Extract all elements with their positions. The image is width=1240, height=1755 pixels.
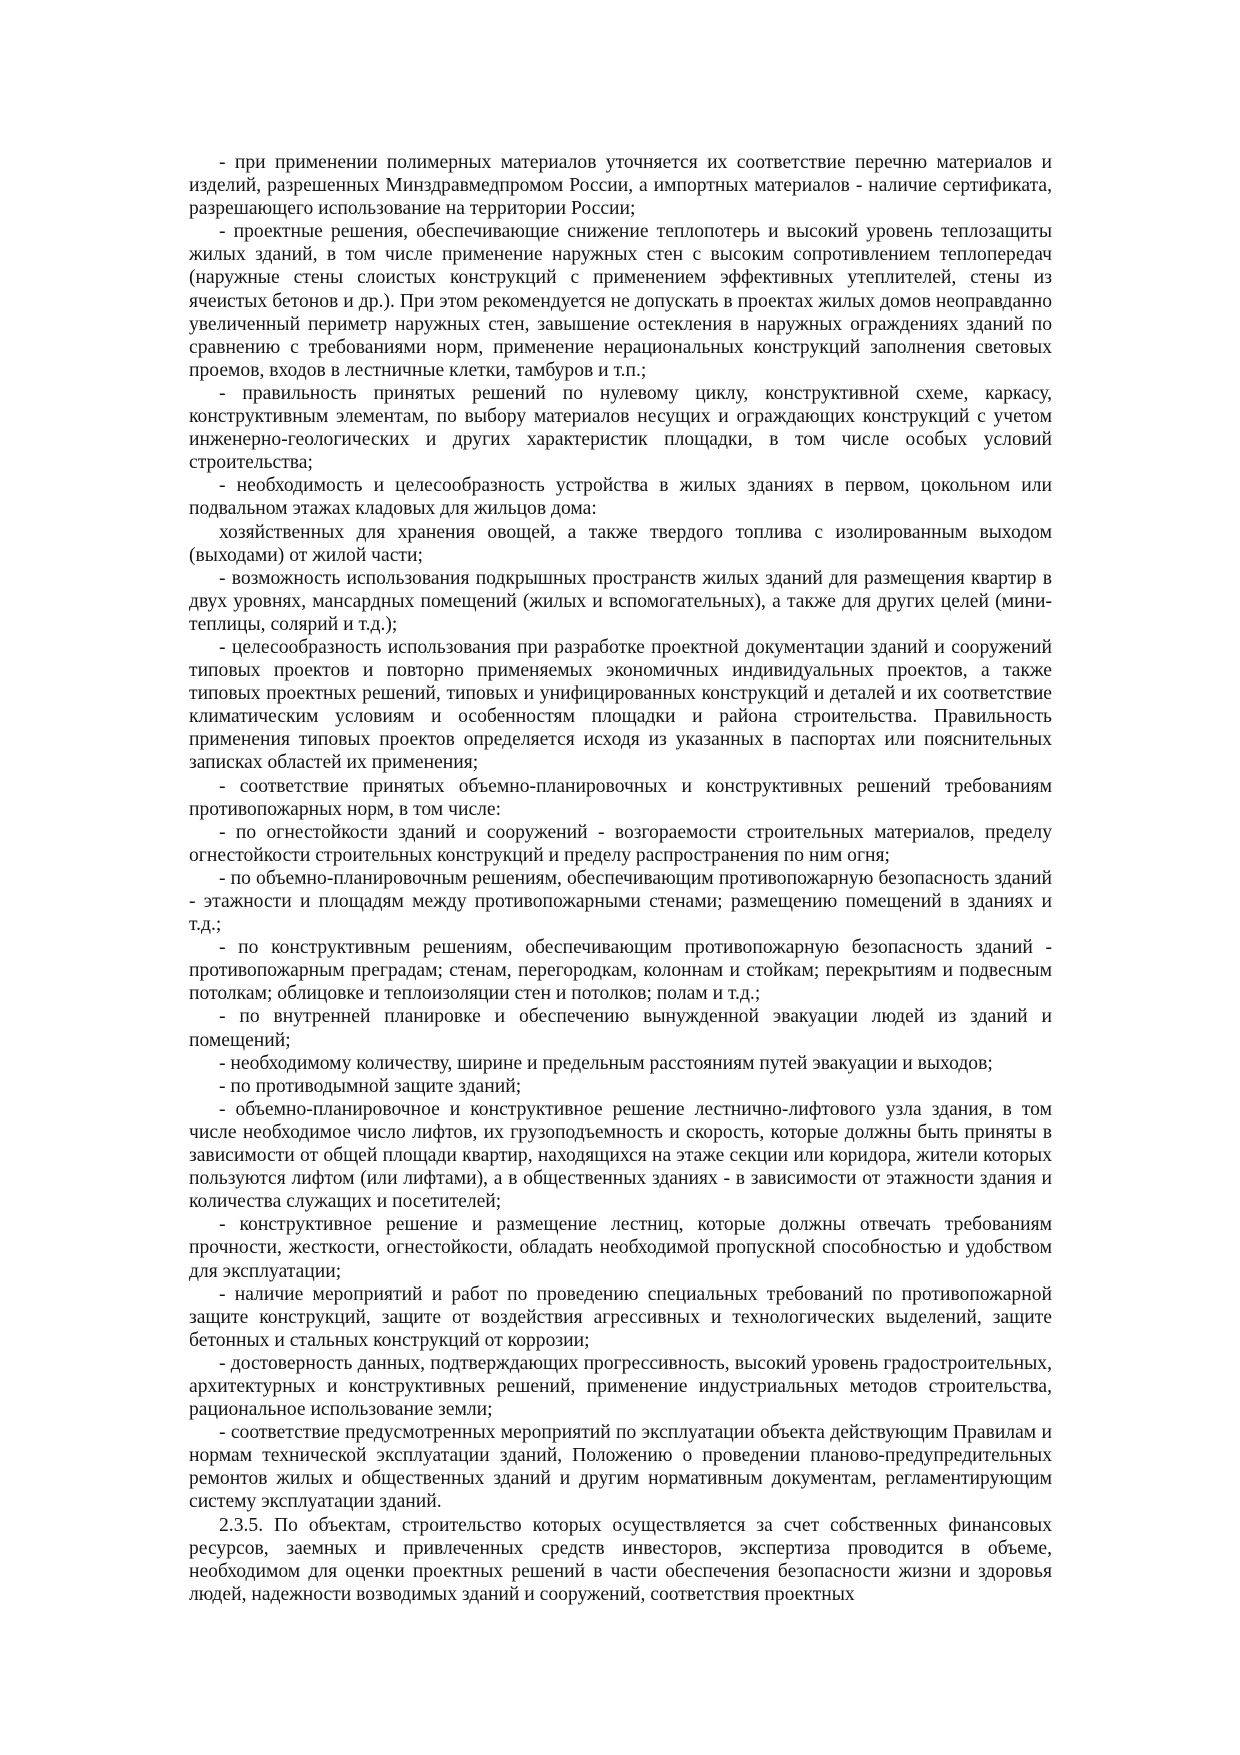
paragraph-standard-projects: - целесообразность использования при разработке проектной документации зданий и сооружений типовых проектов и повторно применяемых экономичных индивидуальных проектов, а также типовых проектных решений, типовых и унифицированных конструкций и деталей и их соответствие климатическим условиям и особенностям площадки и района строительства. Правильность применения типовых проектов определяется исходя из указанных в паспортах или пояснительных записках областей их применения; — [189, 636, 1052, 774]
paragraph-household-storage: хозяйственных для хранения овощей, а также твердого топлива с изолированным выходом (выходами) от жилой части; — [189, 521, 1052, 566]
paragraph-smoke-protection: - по противодымной защите зданий; — [219, 1075, 522, 1097]
paragraph-evacuation: - по внутренней планировке и обеспечению вынужденной эвакуации людей из зданий и помещений; — [189, 1006, 1052, 1051]
paragraph-fire-norms: - соответствие принятых объемно-планировочных и конструктивных решений требованиям противопожарных норм, в том числе: — [189, 775, 1052, 820]
paragraph-storage-rooms: - необходимость и целесообразность устройства в жилых зданиях в первом, цокольном или подвальном этажах кладовых для жильцов дома: — [189, 475, 1052, 520]
paragraph-operation-rules: - соответствие предусмотренных мероприятий по эксплуатации объекта действующим Правилам и нормам технической эксплуатации зданий, Положению о проведении планово-предупредительных ремонтов жилых и общественных зданий и другим нормативным документам, регламентирующим систему эксплуатации зданий. — [189, 1422, 1052, 1513]
paragraph-polymer-materials: - при применении полимерных материалов уточняется их соответствие перечню материалов и изделий, разрешенных Минздравмедпромом России, а импортных материалов - наличие сертификата, разрешающего использование на территории России; — [189, 152, 1052, 220]
paragraph-stair-lift-node: - объемно-планировочное и конструктивное решение лестнично-лифтового узла здания, в том числе необходимое число лифтов, их грузоподъемность и скорость, которые должны быть приняты в зависимости от общей площади квартир, находящихся на этаже секции или коридора, жители которых пользуются лифтом (или лифтами), а в общественных зданиях - в зависимости от этажности здания и количества служащих и посетителей; — [189, 1098, 1052, 1213]
paragraph-heat-loss: - проектные решения, обеспечивающие снижение теплопотерь и высокий уровень теплозащиты жилых зданий, в том числе применение наружных стен с высоким сопротивлением теплопередач (наружные стены слоистых конструкций с применением эффективных утеплителей, стены из ячеистых бетонов и др.). При этом рекомендуется не допускать в проектах жилых домов неоправданно увеличенный периметр наружных стен, завышение остекления в наружных ограждениях зданий по сравнению с требованиями норм, применение нерациональных конструкций заполнения световых проемов, входов в лестничные клетки, тамбуров и т.п.; — [189, 221, 1052, 381]
paragraph-structural-fire-safety: - по конструктивным решениям, обеспечивающим противопожарную безопасность зданий - противопожарным преградам; стенам, перегородкам, колоннам и стойкам; перекрытиям и подвесным потолкам; облицовке и теплоизоляции стен и потолков; полам и т.д.; — [189, 937, 1052, 1005]
paragraph-data-reliability: - достоверность данных, подтверждающих прогрессивность, высокий уровень градостроительных, архитектурных и конструктивных решений, применение индустриальных методов строительства, рациональное использование земли; — [189, 1352, 1052, 1421]
paragraph-fire-resistance: - по огнестойкости зданий и сооружений - возгораемости строительных материалов, пределу огнестойкости строительных конструкций и пределу распространения по ним огня; — [189, 821, 1052, 866]
paragraph-foundation-decisions: - правильность принятых решений по нулевому циклу, конструктивной схеме, каркасу, конструктивным элементам, по выбору материалов несущих и ограждающих конструкций с учетом инженерно-геологических и других характеристик площадки, в том числе особых условий строительства; — [189, 382, 1052, 474]
paragraph-space-planning: - по объемно-планировочным решениям, обеспечивающим противопожарную безопасность зданий - этажности и площадям между противопожарными стенами; размещению помещений в зданиях и т.д.; — [189, 867, 1052, 936]
paragraph-stairs: - конструктивное решение и размещение лестниц, которые должны отвечать требованиям прочности, жесткости, огнестойкости, обладать необходимой пропускной способностью и удобством для эксплуатации; — [189, 1214, 1052, 1282]
paragraph-special-protection: - наличие мероприятий и работ по проведению специальных требований по противопожарной защите конструкций, защите от воздействия агрессивных и технологических выделений, защите бетонных и стальных конструкций от коррозии; — [189, 1283, 1052, 1351]
paragraph-section-2-3-5: 2.3.5. По объектам, строительство которых осуществляется за счет собственных финансовых ресурсов, заемных и привлеченных средств инвесторов, экспертиза проводится в объеме, необходимом для оценки проектных решений в части обеспечения безопасности жизни и здоровья людей, надежности возводимых зданий и сооружений, соответствия проектных — [189, 1514, 1052, 1605]
paragraph-evacuation-routes: - необходимому количеству, ширине и предельным расстояниям путей эвакуации и выходов; — [219, 1052, 993, 1074]
document-page — [189, 151, 1052, 1606]
paragraph-attic-spaces: - возможность использования подкрышных пространств жилых зданий для размещения квартир в двух уровнях, мансардных помещений (жилых и вспомогательных), а также для других целей (мини-теплицы, солярий и т.д.); — [189, 567, 1052, 635]
